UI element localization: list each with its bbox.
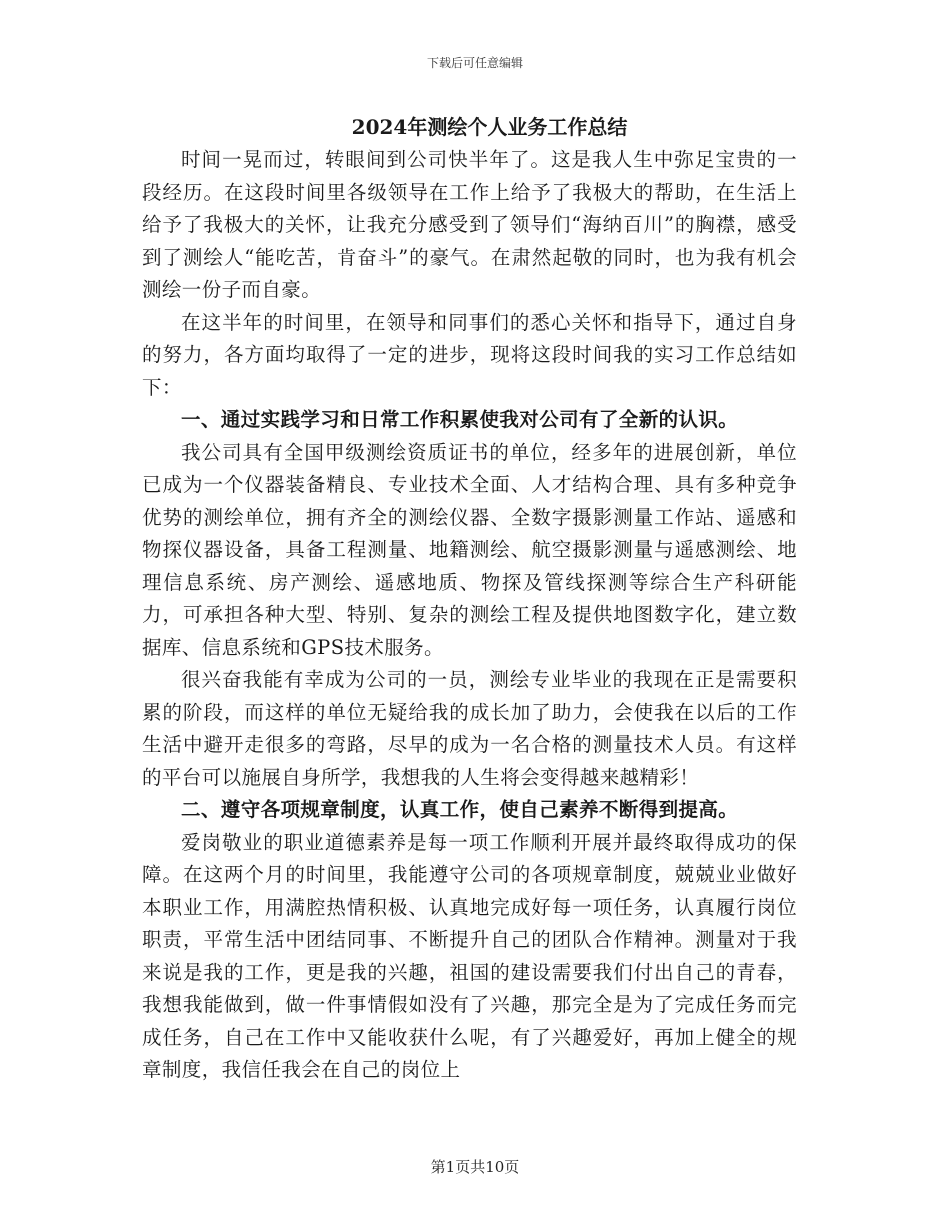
paragraph-summary-intro: 在这半年的时间里，在领导和同事们的悉心关怀和指导下，通过自身的努力，各方面均取得了一定的进步，现将这段时间我的实习工作总结如下：: [142, 310, 797, 399]
header-note: 下载后可任意编辑: [426, 56, 523, 70]
paragraph-dedication: 爱岗敬业的职业道德素养是每一项工作顺利开展并最终取得成功的保障。在这两个月的时间里，我能遵守公司的各项规章制度，兢兢业业做好本职业工作，用满腔热情积极、认真地完成好每一项任务，认真履行岗位职责，平常生活中团结同事、不断提升自己的团队合作精神。测量对于我来说是我的工作，更是我的兴趣，祖国的建设需要我们付出自己的青春，我想我能做到，做一件事情假如没有了兴趣，那完全是为了完成任务而完成任务，自己在工作中又能收获什么呢，有了兴趣爱好，再加上健全的规章制度，我信任我会在自己的岗位上: [142, 830, 797, 1081]
paragraph-intro: 时间一晃而过，转眼间到公司快半年了。这是我人生中弥足宝贵的一段经历。在这段时间里各级领导在工作上给予了我极大的帮助，在生活上给予了我极大的关怀，让我充分感受到了领导们“海纳百川”的胸襟，感受到了测绘人“能吃苦，肯奋斗”的豪气。在肃然起敬的同时，也为我有机会测绘一份子而自豪。: [142, 148, 797, 301]
document-title: 2024年测绘个人业务工作总结: [351, 115, 628, 139]
paragraph-excitement: 很兴奋我能有幸成为公司的一员，测绘专业毕业的我现在正是需要积累的阶段，而这样的单位无疑给我的成长加了助力，会使我在以后的工作生活中避开走很多的弯路，尽早的成为一名合格的测量技术人员。有这样的平台可以施展自身所学，我想我的人生将会变得越来越精彩！: [142, 668, 797, 789]
document-body: [142, 110, 797, 1087]
page-number: 第1页共10页: [430, 1158, 520, 1176]
paragraph-company: 我公司具有全国甲级测绘资质证书的单位，经多年的进展创新，单位已成为一个仪器装备精良、专业技术全面、人才结构合理、具有多种竞争优势的测绘单位，拥有齐全的测绘仪器、全数字摄影测量工作站、遥感和物探仪器设备，具备工程测量、地籍测绘、航空摄影测量与遥感测绘、地理信息系统、房产测绘、遥感地质、物探及管线探测等综合生产科研能力，可承担各种大型、特别、复杂的测绘工程及提供地图数字化，建立数据库、信息系统和GPS技术服务。: [142, 440, 797, 659]
section-heading-1: 一、通过实践学习和日常工作积累使我对公司有了全新的认识。: [181, 408, 739, 431]
section-heading-2: 二、遵守各项规章制度，认真工作，使自己素养不断得到提高。: [181, 798, 739, 821]
